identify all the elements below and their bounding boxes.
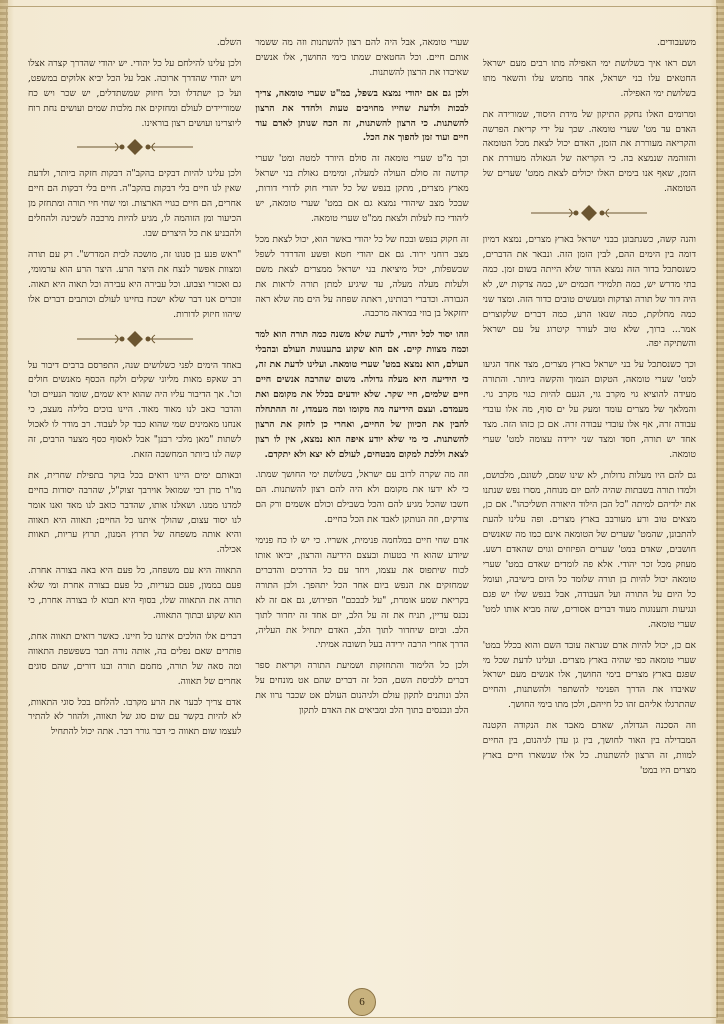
paragraph: ושם ראו איך בשלושת ימי האפילה מתו רבים מעם ישראל החטאים עלו בני ישראל, אחד מחמש עלו והשאר מתו בשלושת ימי האפילה.	[482, 58, 696, 99]
paragraph: וזה מה שקרה לרוב עם ישראל, בשלושת ימי החושך שמתו. כי לא ידעו את מקומם ולא היה להם רצון להשתנות. הם חשבו שהכל מגיע להם והכל בשבילם וכולם אשמים ורק הם צודקים, וזה הנותקן לאבד את הכל בחיים.	[255, 470, 469, 526]
paragraph: אדם שחי חיים במלחמה פנימית, אשריו. כי יש לו כח פנימי שיודע שהוא חי בטעות ובעצם הידיעה והרצון, יביאו אותו לכוח שיתפוס את עצמו, ויחד עם כל הדרכים והדברים שמחזקים את הנפש ביום אחד הכל יתהפך. ולכן התורה בקריאת שמע אומרת, "על לבבכם" הפירוש, גם אם זה לא נכנס עדיין, תניח את זה על הלב, יום אחד זה יחדור לתוך הלב. וביום שיחדור לתוך הלב, האדם יתחיל את העליה, הדרך אחרי הרבה ירידה בעל תשובה אמיתי.	[255, 536, 469, 651]
paragraph: וכך מ"ט שערי טומאה זה סולם היורד למטה ומט' שערי קדושה זה סולם העולה למעלה, ומימים גאולת בני ישראל מארץ מצרים, מתקן בנפש של כל יהודי חוק לדורי דורות, שבכל מצב שיהודי נמצא גם אם במט' שערי טומאה, יש ליהודי כח לעלות ולצאת ממ"ט שערי טומאה.	[255, 154, 469, 224]
paragraph: משעבודים.	[656, 38, 696, 48]
ornament-divider	[483, 203, 696, 225]
paragraph: אם כן, יכול להיות אדם שנראה עובד השם והוא בכלל במט' שערי טומאה כפי שהיה בארץ מצרים. ועלינו לדעת שכל מי שפגם בארץ מצרים בימי החושך, אלו אנשים מעם ישראל שאיבדו את הדרך הפנימי להשתפר ולהשתנות, והחיים שהתרגלו אליהם זהו כל חייהם, ולכן מתו בימי החושך.	[482, 640, 696, 711]
paragraph: דברים אלו הולכים איתנו כל חיינו. כאשר רואים תאווה אחת, פותרים שאם נפלים בה, אותה נורה תבר בשפשפת התאווה ומה סאה של תורה, מחמם תורה ובנו דורים, שהם סוגים אחרים של תאווה.	[28, 631, 242, 687]
paragraph: ובאותם ימים היינו רואים בכל בוקר בתפילת שחרית, את מו"ר מרן רבי שמואל אוירבך זצוק"ל, שהרבה יסודות בחיים למדנו ממנו. ושאלנו אותו, שהדבר כואב לנו מאד ואנו אומר לנו יסוד עצום, שהולך איתנו כל החיים; תאווה היא תאווה והיא אותה משפחה של תרוץ המנון, תרוץ עריות, תאוות אכילה.	[28, 470, 242, 556]
paragraph: וכך כשנסתכל על בני ישראל בארץ מצרים, מצד אחד הגיעו למט' שערי טומאה, הטקום הנמוך והקשה ביותר. והתורה מעידה להוציא גוי מקרב גוי, הגעם להיות כגוי מקרב גוי. והמלאך של מצרים עומד ומעק על ים סוף, מה אלו עובדי עבודה זרה, אף אלו עובדי עבודה זרה. אם כן כזהו הזה. מצד אחד יש תורה, חסד ומצד שני ירידה עצומה למט' שערי טומאה.	[482, 360, 696, 460]
paragraph: ולכן עלינו להיות דבקים בהקב"ה דבקות חזקה ביותר, ולדעת שאין לנו חיים בלי דבקות בהקב"ה. חיים בלי דבקות הם חיים אחרים, הם חיים כגויי הארצות. ומי שחי חיי תורה ומתחזק מן הכיעור ומן הזוהמה לו, מגיע להיות מרכבה לשכינה ולהחלים ולהבניע את כל היצרים שבו.	[28, 169, 242, 240]
ornament-divider	[28, 137, 241, 159]
paragraph: והנה קשה, כשנתבונן בבני ישראל בארץ מצרים, נמצא דמיון דומה בין הימים ההם, לבין הזמן הזה. ונבאר את הדברים, כשנסתכל בדור הזה נמצא הדור שלא הייתה בשום זמן. כמה בתי מדרש יש, כמה תלמידי חכמים יש, כמה צדקות יש, לא היה דור של תורה וצדקות ומעשים טובים כדור הזה. ומצד שני כמה מחלוקת, כמה שנאו הרע, כמה דברים שלקוצרים אמר... ברוך, שלא טוב לעורר קיטרוג על עם ישראל והשתיקה יפה.	[482, 235, 696, 350]
column-right	[483, 36, 696, 986]
paragraph: ולכן עלינו להילחם על כל יהודי. יש יהודי שהדרך קצרה אצלו ויש יהודי שהדרך ארוכה. אבל על הכל יביא אלוקים במשפט, ועל כן ישתדלו וכל חיזוק שמשתדלים, יש שכר ויש כח שמוריידים לעולם ומחזקים את מלכות שמים ועושים נחת רוח ליוצרינו ועושים רצון בוראינו.	[28, 58, 242, 129]
paragraph: שערי טומאה, אבל היה להם רצון להשתנות וזה מה ששמר אותם חיים. וכל החטאים שמתו בימי החושך, אלו אנשים שאיבדו את הרצון להשתנות.	[255, 38, 469, 78]
page-number: 6	[348, 988, 376, 1016]
column-middle	[255, 36, 468, 986]
paragraph: וזהו יסוד לכל יהודי, לדעת שלא משנה כמה תורה הוא למד וכמה מצוות קיים. אם הוא שקוע בתענוגות העולם ובהבלי העולם, הוא נמצא במט' שערי טומאה. ועלינו לדעת את זה, כי הידיעה היא מעלה גדולה. משום שהרבה אנשים חיים חיים שלמים, חיי שקר. שלא יודעים בכלל את מקומם ואת מעמדם. ועצם הידיעה מה מקומו ומה מעמדו, זה ההתחלה להבין את הכיוון של החיים, ואחרי כן לחזק את הרצון להשתנות. כי מי שלא יודע איפה הוא נמצא, אין לו רצון לצאת וללכת למקום מבטחים, לעולם לא יצא ולא יתקדם.	[255, 329, 469, 460]
paragraph: השלם.	[216, 38, 242, 48]
ornament-divider	[28, 329, 241, 351]
paragraph: התאווה היא עם משפחה, כל פעם היא באה בצורה אחרת. פעם בממון, פעם בעריות, כל פעם בצורה אחרת ומי שלא תורה את התאווה שלו, בסוף היא תבוא לו בצורה אחרת, כי הוא שקוע ובתוך התאווה.	[28, 566, 242, 621]
paragraph: זה חקוק בנפש ובכח של כל יהודי באשר הוא, יכול לצאת מכל מצב רוחני ירוד. גם אם יהודי חטא ופשע והדרדר לשפל שבשפלות, יכול מיציאת בני ישראל ממצרים לצאת משם ולעלות מעלה מעלה, עד שיגיע למתן תורה לראות את הגבורה. וכדברי רבותינו, ראתה שפחה על הים מה שלא ראה יחזקאל בן בוזי במראה מרכבה.	[255, 234, 469, 320]
paragraph: "ראש פנע בן סנונו זה, מושכה לבית המדרש". רק עם תורה ומצוות אפשר לנצח את היצר הרע. היצר הרע הוא ערמומי, גם ואכזרי וצבוע. וכל עבירה היא עבירה וכל תאוה היא תאוה. זוכרים אנו דבר שלא ישכח בחיינו לעולם וכותבים דברים אלו שיהוו חיזוק לדורות.	[28, 249, 242, 320]
paragraph: וזה הסכנה הגדולה, שאדם מאבד את הנקודה הקטנה המבדילה בין האור לחושך, בין גן עדן לגיהנום, בין החיים למוות, זה הרצון להשתנות. כל אלו שנשארו חיים בארץ מצרים היו במט'	[482, 721, 696, 776]
text-columns	[28, 36, 696, 986]
paragraph: אדם צריך לבער את הרע מקרבו. להלחם בכל סוגי התאוות, לא להיות בקשר עם שום סוג של תאווה, ולהוזר לא להתיר לעצמו שום תאווה כי דבר גורר דבר. אתה יכול להתחיל	[28, 697, 242, 738]
paragraph: ולכן כל הלימוד והתחזקות ושמיעת התורה וקריאת ספר דברים ללביסת השם, הכל זה דברים שהם אט מונחים על הלב ונותנים לתקון עולם ולגיהנום העולם אט שכבר נרוו את הלב ונכנסים בתוך הלב ומביאים את האדם לתקון	[255, 661, 469, 717]
paragraph: ולכן גם אם יהודי נמצא בשפל, במ"ט שערי טומאה, צריך לבכות ולדעת שחייו מחויבים טעות ולחדד את הרצון להשתנות. כי הרצון להשתנות, זה הכח שנותן לאדם עוד חיים ועוד זמן להפוך את הכל.	[255, 87, 469, 144]
column-left	[28, 36, 241, 986]
paragraph: ומרומים האלו נחקק התיקון של מידת היסוד, שמורידה את האדם עד מט' שערי טומאה. שכך על ידי קריאת הפרשה והקריאה מעוררת את הזמן, האדם יכול לצאת מכל הטומאה והזוהמה שנמצא בה. כי הקריאה של הגאולה מעוררת את הזמן, שאף אנו בימים האלו יכולים לצאת ממט' שערים של הטומאה.	[482, 109, 696, 195]
paragraph: גם להם היו מעלות גדולות, לא שינו שמם, לשונם, מלבושם, ולמדו תורה בשבתות שהיה להם יום מנוחה, מסרו נפש שנתנו את ילדיהם למיתה "כל הבן הילוד היאורה תשליכהו". אם כן, מצאים טוב ורע מעורבב בארץ מצרים. ופה עלינו להעת להתבונן, שהמט' שערים של הטומאה אינם כמו מה שאנשים חושבים, שאדם במט' שערים הפיזוזים וגוים שהאדם רשע. מעוזק מכל זכר יהודי. אלא פה לומדים שאדם במט' שערי טומאה יכול להיות בן תורה שלומד כל היום בישיבה, ועומל כל היום על התורה ועל העבודה, אבל בנפש שלו יש פגם ונגיעות ותענוגות מעוד דברים אסורים, שזה מביא אותו למט' שערי טומאה.	[482, 470, 696, 630]
paragraph: באחד הימים לפני כשלושים שנה, התפרסם ברבים דיבור על רב שאקפ מאות מליוני שקלים ולקח הכסף מאנשים חולים וכו'. אך הדיבור עליו היה שהוא ירא שמים, שומר הנעיים וכו' והדבר כאב לנו מאוד מאוד. היינו בוכים בלילה מעצב, כי אנחנו מאמינים שמי שהוא כבד קל לעבוד. רב מודר לו לאכול לשתות "מאן מלכי רבנן" אבל לאסוף כסף מצער הרבים, זה קשה לנו ביותר המחשבה הזאת.	[28, 360, 242, 460]
